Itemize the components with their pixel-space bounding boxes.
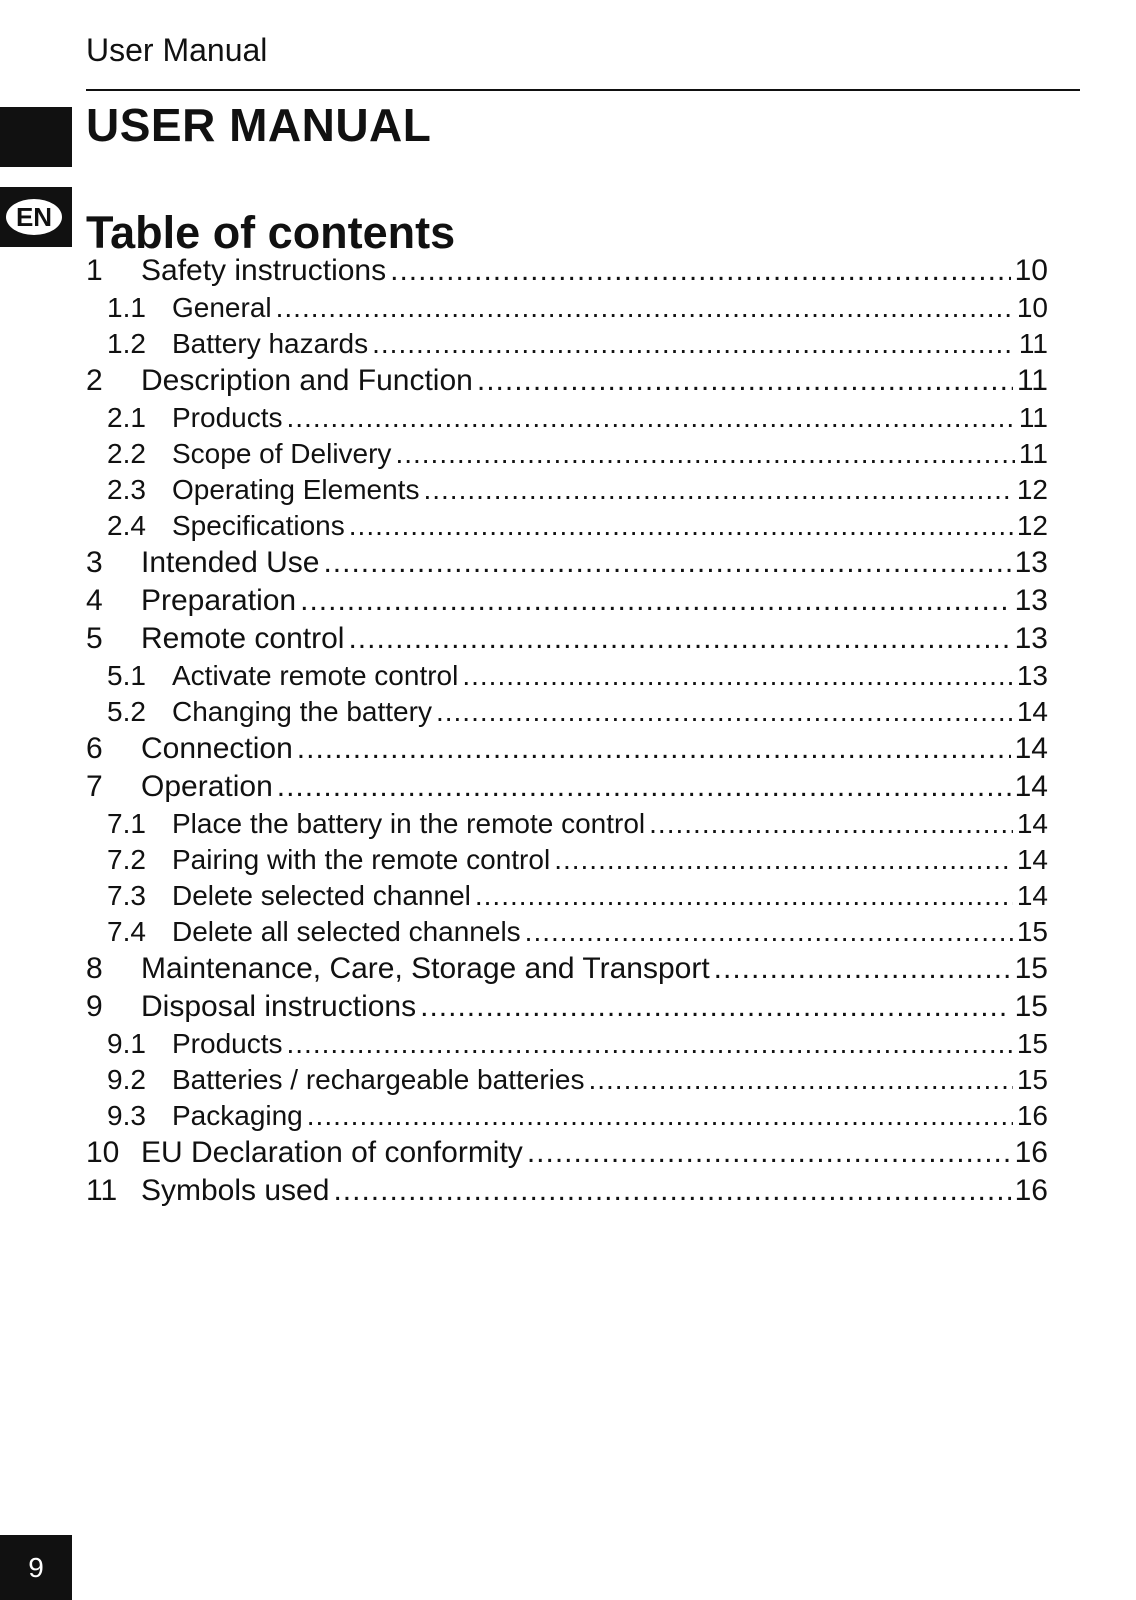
toc-entry-page: 11	[1018, 402, 1048, 433]
toc-entry-number: 7.4	[107, 916, 146, 947]
toc-entry[interactable]	[86, 1136, 1048, 1174]
toc-entry-number: 7.3	[107, 880, 146, 911]
toc-entry-title: Preparation	[141, 584, 297, 617]
toc-entry-title: Maintenance, Care, Storage and Transport	[141, 952, 710, 985]
toc-entry[interactable]	[86, 1064, 1048, 1100]
toc-entry-number: 9	[86, 990, 103, 1023]
toc-entry-title: Packaging	[172, 1100, 303, 1131]
document-title: USER MANUAL	[86, 99, 432, 151]
toc-entry[interactable]	[86, 1174, 1048, 1212]
toc-entry[interactable]	[86, 510, 1048, 546]
toc-entry-page: 15	[1014, 990, 1048, 1023]
toc-entry-page: 15	[1016, 1028, 1048, 1059]
toc-dot-leader	[276, 292, 1013, 324]
toc-entry-title: Scope of Delivery	[172, 438, 392, 469]
toc-entry-number: 10	[86, 1136, 120, 1169]
toc-entry[interactable]	[86, 952, 1048, 990]
toc-entry[interactable]	[86, 474, 1048, 510]
toc-dot-leader	[390, 254, 1011, 288]
toc-entry-page: 12	[1016, 510, 1048, 541]
toc-entry-number: 1.2	[107, 328, 146, 359]
toc-entry-number: 5.2	[107, 696, 146, 727]
toc-dot-leader	[588, 1064, 1012, 1096]
toc-entry-title: EU Declaration of conformity	[141, 1136, 523, 1169]
toc-entry-number: 2.1	[107, 402, 146, 433]
toc-entry-title: Connection	[141, 732, 293, 765]
toc-entry-page: 14	[1016, 844, 1048, 875]
toc-dot-leader	[395, 438, 1014, 470]
section-marker-block	[0, 107, 72, 167]
toc-entry-number: 9.1	[107, 1028, 146, 1059]
toc-entry-number: 2.2	[107, 438, 146, 469]
toc-entry-page: 15	[1016, 1064, 1048, 1095]
toc-entry-number: 4	[86, 584, 103, 617]
toc-dot-leader	[436, 696, 1013, 728]
toc-entry[interactable]	[86, 328, 1048, 364]
toc-entry-number: 2	[86, 364, 103, 397]
toc-entry-page: 16	[1014, 1174, 1048, 1207]
header-divider	[86, 89, 1080, 91]
toc-entry-page: 10	[1014, 254, 1048, 287]
toc-entry-page: 14	[1014, 770, 1048, 803]
toc-entry[interactable]	[86, 364, 1048, 402]
toc-entry-page: 15	[1014, 952, 1048, 985]
toc-entry-number: 11	[86, 1174, 118, 1207]
toc-dot-leader	[287, 402, 1015, 434]
toc-entry-title: Batteries / rechargeable batteries	[172, 1064, 585, 1095]
toc-entry[interactable]	[86, 916, 1048, 952]
toc-entry-title: Products	[172, 402, 283, 433]
toc-dot-leader	[649, 808, 1013, 840]
toc-entry[interactable]	[86, 770, 1048, 808]
toc-entry-title: Remote control	[141, 622, 345, 655]
toc-entry-title: Description and Function	[141, 364, 473, 397]
toc-dot-leader	[307, 1100, 1013, 1132]
toc-entry-page: 10	[1016, 292, 1048, 323]
toc-entry[interactable]	[86, 990, 1048, 1028]
toc-entry[interactable]	[86, 292, 1048, 328]
toc-entry-number: 5.1	[107, 660, 146, 691]
language-badge: EN	[6, 199, 62, 235]
toc-entry[interactable]	[86, 1028, 1048, 1064]
toc-entry-title: Intended Use	[141, 546, 320, 579]
toc-entry-page: 11	[1018, 328, 1048, 359]
page-number: 9	[0, 1535, 72, 1600]
toc-entry-number: 6	[86, 732, 103, 765]
toc-entry-page: 15	[1016, 916, 1048, 947]
toc-dot-leader	[372, 328, 1015, 360]
toc-entry-number: 7.1	[107, 808, 146, 839]
toc-entry-title: General	[172, 292, 272, 323]
toc-entry-number: 2.3	[107, 474, 146, 505]
toc-dot-leader	[554, 844, 1013, 876]
toc-entry[interactable]	[86, 696, 1048, 732]
toc-entry-title: Symbols used	[141, 1174, 330, 1207]
toc-entry[interactable]	[86, 584, 1048, 622]
toc-entry-page: 14	[1014, 732, 1048, 765]
toc-entry[interactable]	[86, 844, 1048, 880]
toc-entry-number: 9.3	[107, 1100, 146, 1131]
toc-entry-number: 9.2	[107, 1064, 146, 1095]
toc-dot-leader	[462, 660, 1013, 692]
toc-entry[interactable]	[86, 402, 1048, 438]
toc-entry-page: 13	[1014, 546, 1048, 579]
toc-entry-page: 13	[1016, 660, 1048, 691]
toc-dot-leader	[333, 1174, 1010, 1208]
toc-entry-page: 13	[1014, 584, 1048, 617]
toc-dot-leader	[423, 474, 1012, 506]
toc-entry-page: 14	[1016, 696, 1048, 727]
toc-entry-title: Changing the battery	[172, 696, 432, 727]
toc-entry-page: 16	[1016, 1100, 1048, 1131]
toc-entry-page: 14	[1016, 808, 1048, 839]
toc-dot-leader	[349, 510, 1013, 542]
toc-dot-leader	[300, 584, 1011, 618]
toc-entry[interactable]	[86, 732, 1048, 770]
toc-entry[interactable]	[86, 660, 1048, 696]
toc-dot-leader	[348, 622, 1010, 656]
toc-dot-leader	[525, 916, 1013, 948]
toc-entry[interactable]	[86, 808, 1048, 844]
toc-entry-number: 7.2	[107, 844, 146, 875]
toc-heading: Table of contents	[86, 207, 456, 258]
running-header: User Manual	[86, 32, 268, 68]
toc-dot-leader	[527, 1136, 1011, 1170]
toc-entry-title: Delete all selected channels	[172, 916, 521, 947]
toc-entry[interactable]	[86, 622, 1048, 660]
toc-entry-title: Place the battery in the remote control	[172, 808, 646, 839]
toc-entry[interactable]	[86, 254, 1048, 292]
toc-entry-page: 16	[1014, 1136, 1048, 1169]
toc-entry-title: Specifications	[172, 510, 345, 541]
toc-entry-title: Safety instructions	[141, 254, 387, 287]
toc-entry-title: Battery hazards	[172, 328, 369, 359]
toc-dot-leader	[714, 952, 1011, 986]
toc-entry[interactable]	[86, 880, 1048, 916]
toc-entry-number: 8	[86, 952, 103, 985]
toc-entry-number: 3	[86, 546, 103, 579]
toc-dot-leader	[297, 732, 1011, 766]
toc-entry-title: Products	[172, 1028, 283, 1059]
toc-entry[interactable]	[86, 546, 1048, 584]
toc-dot-leader	[277, 770, 1011, 804]
toc-dot-leader	[477, 364, 1013, 398]
toc-entry-title: Pairing with the remote control	[172, 844, 551, 875]
toc-entry-page: 13	[1014, 622, 1048, 655]
toc-entry-number: 1.1	[107, 292, 146, 323]
toc-entry-title: Disposal instructions	[141, 990, 417, 1023]
toc-entry-title: Delete selected channel	[172, 880, 471, 911]
toc-entry-number: 5	[86, 622, 103, 655]
toc-dot-leader	[287, 1028, 1013, 1060]
toc-entry-title: Operation	[141, 770, 273, 803]
toc-entry[interactable]	[86, 1100, 1048, 1136]
toc-dot-leader	[475, 880, 1013, 912]
toc-entry-page: 14	[1016, 880, 1048, 911]
toc-entry-page: 11	[1016, 364, 1048, 397]
toc-dot-leader	[323, 546, 1010, 580]
toc-entry-number: 2.4	[107, 510, 146, 541]
toc-entry-title: Operating Elements	[172, 474, 420, 505]
toc-entry-number: 7	[86, 770, 103, 803]
toc-dot-leader	[420, 990, 1011, 1024]
toc-entry[interactable]	[86, 438, 1048, 474]
toc-entry-page: 12	[1016, 474, 1048, 505]
table-of-contents	[86, 254, 1048, 1212]
toc-entry-title: Activate remote control	[172, 660, 459, 691]
toc-entry-page: 11	[1018, 438, 1048, 469]
toc-entry-number: 1	[86, 254, 103, 287]
language-tab	[0, 187, 72, 247]
